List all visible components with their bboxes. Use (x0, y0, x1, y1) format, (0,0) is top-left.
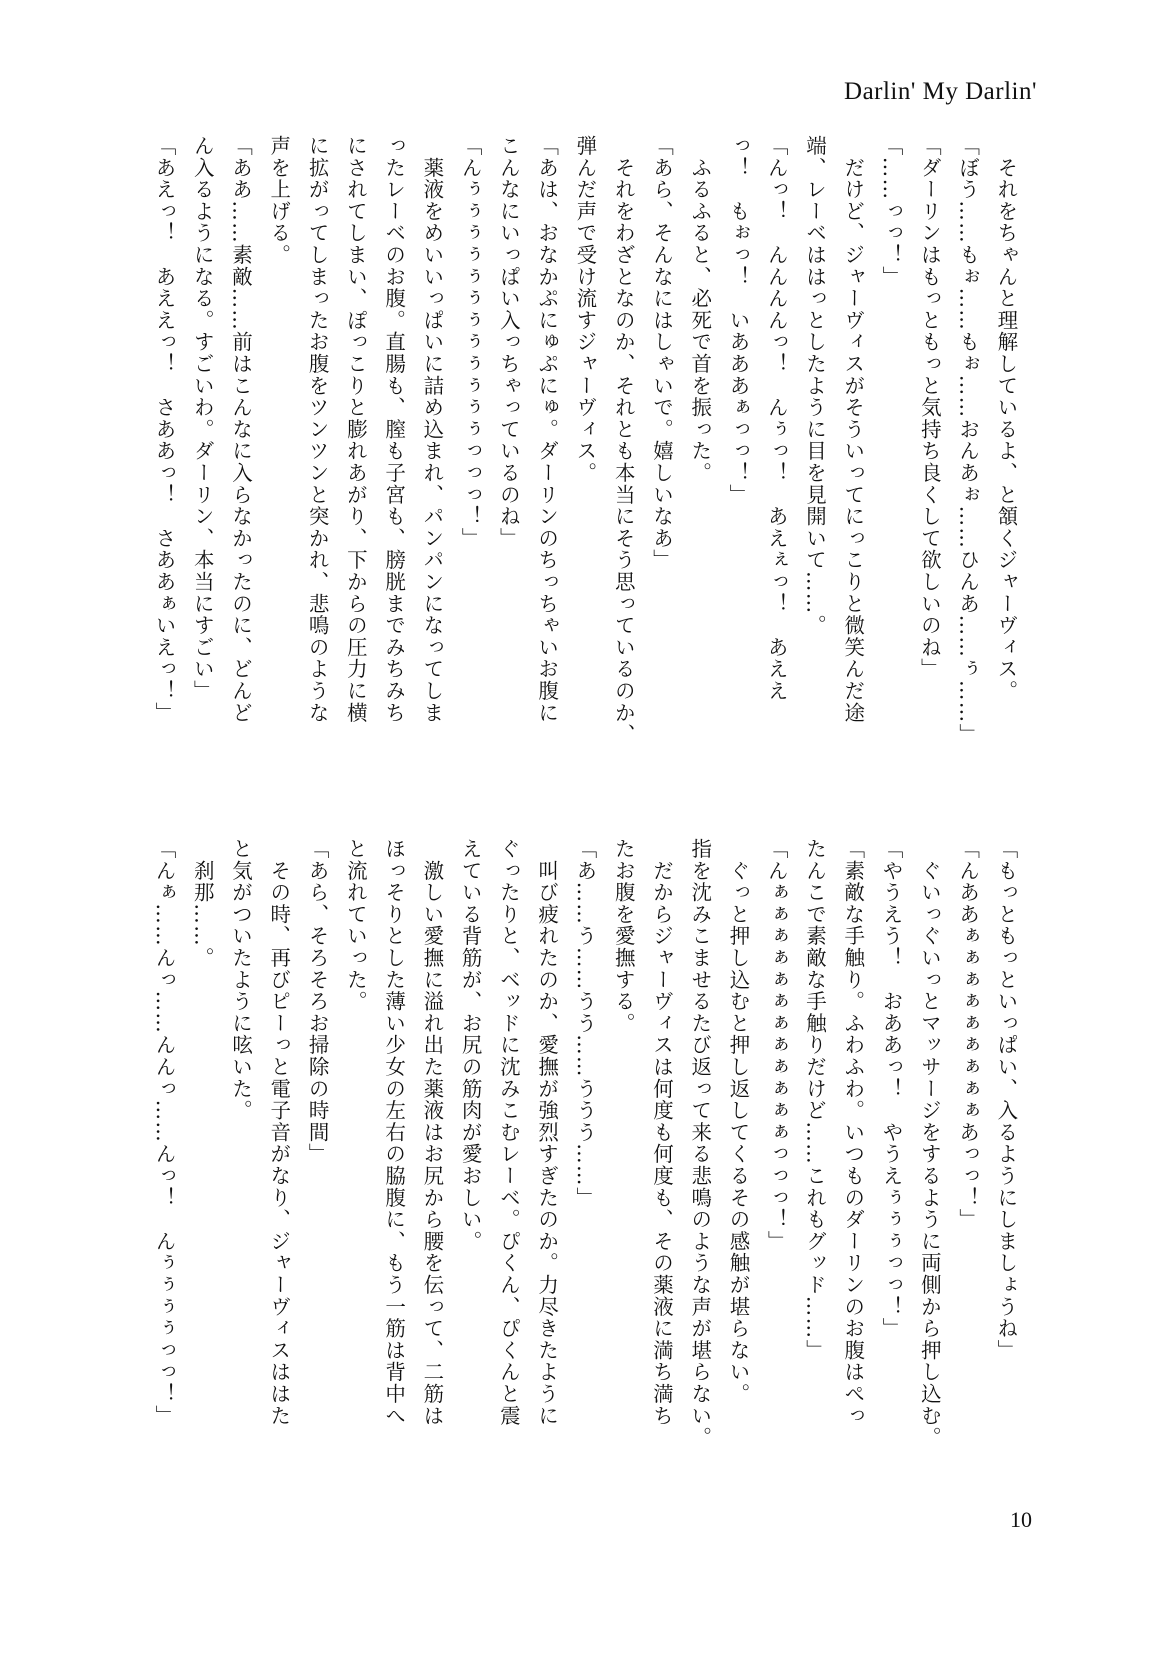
text-line: 声を上げる。 (266, 135, 291, 266)
text-line: 端、レーベははっとしたように目を見開いて……。 (802, 135, 827, 637)
text-line: ん入るようになる。すごいわ。ダーリン、本当にすごい」 (190, 135, 215, 702)
text-line: ほっそりとした薄い少女の左右の脇腹に、もう一筋は背中へ (381, 838, 406, 1427)
text-line: えている背筋が、お尻の筋肉が愛おしい。 (458, 838, 483, 1253)
text-line: と気がついたように呟いた。 (228, 838, 253, 1122)
text-line: 「あえっ！ あええっ！ さああっ！ さああぁいえっ！」 (152, 135, 176, 724)
text-line: それをちゃんと理解しているよ、と頷くジャーヴィス。 (993, 135, 1018, 702)
text-line: 「……っっ！」 (879, 135, 904, 288)
text-line: 刹那……。 (190, 838, 215, 969)
text-line: 「あは、おなかぷにゅぷにゅ。ダーリンのちっちゃいお腹に (534, 135, 559, 724)
text-line: 「あら、そろそろお掃除の時間」 (305, 838, 330, 1165)
text-line: に拡がってしまったお腹をツンツンと突かれ、悲鳴のような (305, 135, 330, 724)
text-line: こんなにいっぱい入っちゃっているのね」 (496, 135, 521, 550)
text-line: 「ああ……素敵……前はこんなに入らなかったのに、どんど (228, 135, 253, 724)
text-line: ふるふると、必死で首を振った。 (687, 135, 712, 484)
text-line: 叫び疲れたのか、愛撫が強烈すぎたのか。力尽きたように (534, 838, 559, 1427)
text-line: ったレーベのお腹。直腸も、膣も子宮も、膀胱までみちみち (381, 135, 406, 724)
text-line: 「んぅぅぅぅぅぅぅぅぅぅぅぅっっっ！」 (458, 135, 483, 550)
page-number: 10 (1010, 1507, 1032, 1532)
text-line: 薬液をめいいっぱいに詰め込まれ、パンパンになってしま (419, 135, 444, 724)
text-line: その時、再びピーっと電子音がなり、ジャーヴィスははた (266, 838, 291, 1427)
text-line: 「ダーリンはもっともっと気持ち良くして欲しいのね」 (917, 135, 942, 680)
text-line: と流れていった。 (343, 838, 368, 1013)
text-line: 「ぼう……もぉ……もぉ……おんあぉ……ひんあ……ぅ……」 (955, 135, 980, 746)
text-line: 指を沈みこませるたび返って来る悲鳴のような声が堪らない。 (687, 838, 712, 1449)
text-line: ぐいっぐいっとマッサージをするように両側から押し込む。 (917, 838, 942, 1449)
text-line: 「やうえう！ おああっ！ やうえぅぅぅっっ！」 (879, 838, 904, 1340)
text-line: 「あ……う……うう……ううう……」 (572, 838, 597, 1209)
text-line: それをわざとなのか、それとも本当にそう思っているのか、 (611, 135, 636, 746)
text-column-top (150, 135, 1020, 790)
text-line: だからジャーヴィスは何度も何度も、その薬液に満ち満ち (649, 838, 674, 1427)
text-line: 弾んだ声で受け流すジャーヴィス。 (572, 135, 597, 484)
text-line: 「んっ！ んんんんっ！ んぅっ！ あえぇっ！ あええ (764, 135, 789, 702)
text-line: 「んぁ……んっ……んんっ……んっ！ んぅぅぅぅっっ！」 (152, 838, 176, 1427)
text-line: 「素敵な手触り。ふわふわ。いつものダーリンのお腹はぺっ (840, 838, 865, 1427)
text-line: にされてしまい、ぽっこりと膨れあがり、下からの圧力に横 (343, 135, 368, 724)
text-line: だけど、ジャーヴィスがそういってにっこりと微笑んだ途 (840, 135, 865, 724)
text-line: たんこで素敵な手触りだけど……これもグッド……」 (802, 838, 827, 1362)
text-line: 「もっともっといっぱい、入るようにしましょうね」 (993, 838, 1018, 1362)
text-line: 「んああぁぁぁぁぁぁぁぁぁあっっ！」 (955, 838, 980, 1231)
text-line: 「んぁぁぁぁぁぁぁぁぁぁぁぁっっっ！」 (764, 838, 789, 1253)
text-line: 「あら、そんなにはしゃいで。嬉しいなあ」 (649, 135, 674, 571)
text-line: 激しい愛撫に溢れ出た薬液はお尻から腰を伝って、二筋は (419, 838, 444, 1427)
text-line: っ！ もぉっ！ いあああぁっっ！」 (725, 135, 750, 506)
text-line: たお腹を愛撫する。 (611, 838, 636, 1035)
text-line: ぐったりと、ベッドに沈みこむレーベ。ぴくん、ぴくんと震 (496, 838, 521, 1427)
text-column-bottom (150, 838, 1020, 1493)
running-header: Darlin' My Darlin' (844, 78, 1037, 105)
text-line: ぐっと押し込むと押し返してくるその感触が堪らない。 (725, 838, 750, 1405)
